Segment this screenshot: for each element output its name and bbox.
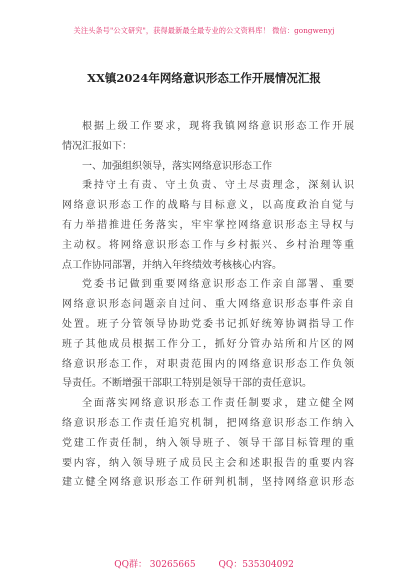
body-line: 党委书记做到重要网络意识形态工作亲自部署、重要 [82,279,354,291]
document-title: XX镇2024年网络意识形态工作开展情况汇报 [87,71,321,85]
body-line: 网络意识形态问题亲自过问、重大网络意识形态事件亲自 [62,299,354,311]
body-line: 点工作协同部署，并纳入年终绩效考核核心内容。 [62,259,282,271]
header-banner: 关注头条号"公文研究"，获得最新最全最专业的公文资料库！ 微信：gongwenyj [73,26,335,35]
body-line: 根据上级工作要求，现将我镇网络意识形态工作开展 [82,121,354,132]
body-line: 主动权。将网络意识形态工作与乡村振兴、乡村治理等重 [62,239,354,251]
body-line: 有力举措推进任务落实，牢牢掌控网络意识形态主导权与 [62,219,354,231]
body-line: 情况汇报如下： [62,140,132,152]
document-body [62,117,354,493]
body-line: 建立健全网络意识形态工作研判机制，坚持网络意识形态 [62,477,354,489]
body-line: 全面落实网络意识形态工作责任制要求，建立健全网 [82,398,354,410]
body-line: 导责任。不断增强干部职工特别是领导干部的责任意识。 [62,378,312,390]
body-line: 要内容，纳入领导班子成员民主会和述职报告的重要内容 [62,457,354,469]
body-line: 班子其他成员根据工作分工，抓好分管办站所和片区的网 [62,338,354,350]
footer-contact [0,557,408,570]
body-line: 网络意识形态工作的战略与目标意义，以高度政治自觉与 [62,200,354,212]
body-line: 秉持守土有责、守土负责、守土尽责理念，深刻认识 [82,180,354,192]
body-line: 络意识形态工作责任追究机制，把网络意识形态工作纳入 [62,417,354,429]
section-heading: 一、加强组织领导，落实网络意识形态工作 [82,160,272,172]
body-line: 党建工作责任制，纳入领导班子、领导干部目标管理的重 [62,437,354,449]
qq-number: QQ：535304092 [218,560,294,570]
qq-group-number: QQ群： 30265665 [114,560,196,570]
body-line: 络意识形态工作，对职责范围内的网络意识形态工作负领 [62,358,354,370]
body-line: 处置。班子分管领导协助党委书记抓好统筹协调指导工作 [62,318,354,330]
